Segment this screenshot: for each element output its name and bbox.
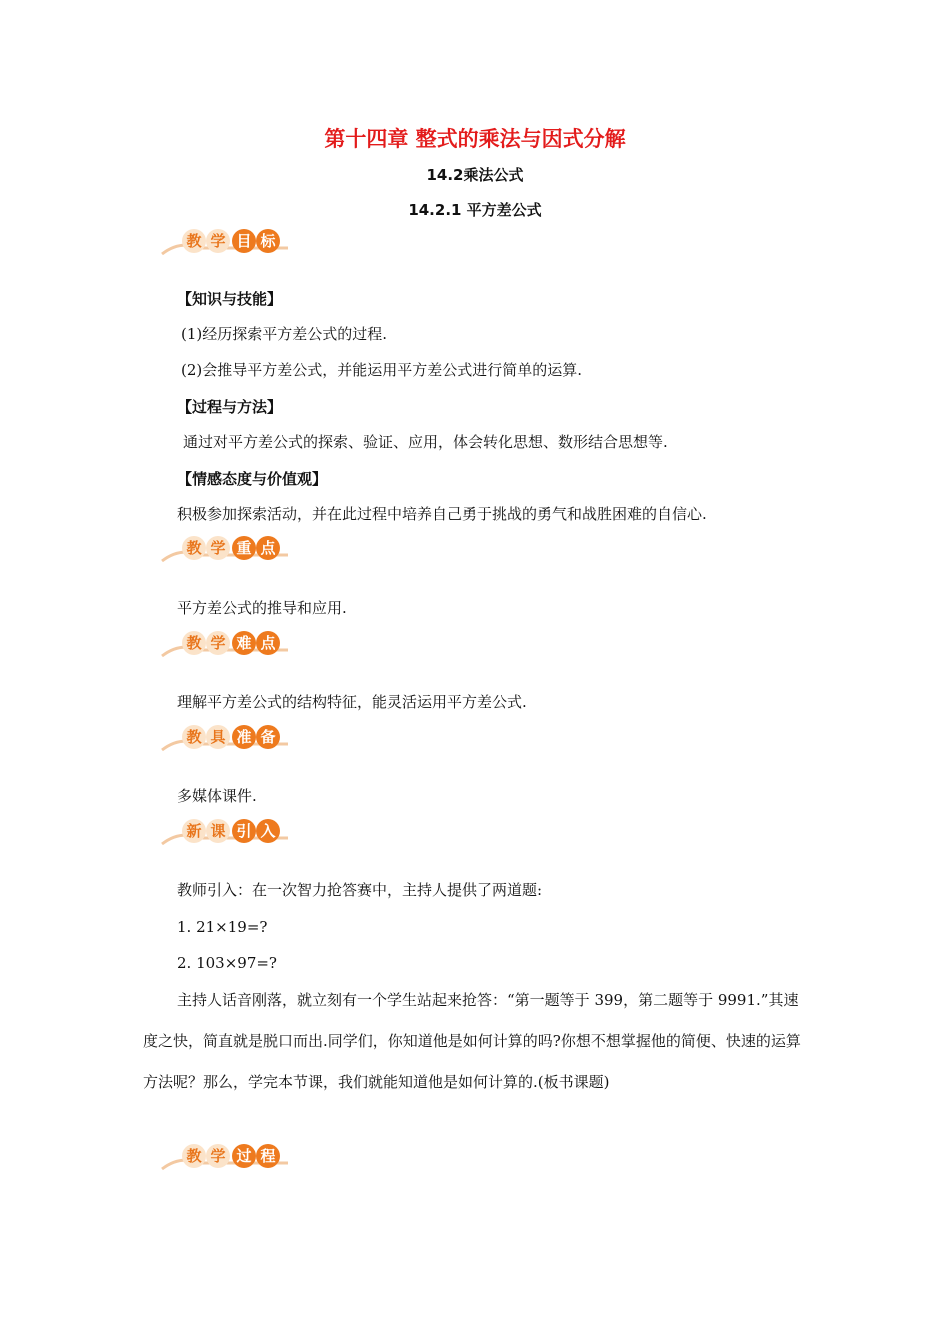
banner-char: 标 bbox=[256, 229, 280, 253]
banner-char: 程 bbox=[256, 1144, 280, 1168]
banner-char: 过 bbox=[232, 1144, 256, 1168]
section-title: 14.2乘法公式 bbox=[426, 166, 524, 184]
tools-text: 多媒体课件. bbox=[177, 787, 257, 805]
banner-char: 教 bbox=[182, 725, 206, 749]
banner-char: 教 bbox=[182, 229, 206, 253]
knowledge-heading: 【知识与技能】 bbox=[177, 290, 283, 308]
banner-char: 准 bbox=[232, 725, 256, 749]
banner-char: 教 bbox=[182, 631, 206, 655]
banner-char: 备 bbox=[256, 725, 280, 749]
attitude-text: 积极参加探索活动，并在此过程中培养自己勇于挑战的勇气和战胜困难的自信心. bbox=[177, 505, 707, 523]
banner-teaching-goals bbox=[160, 226, 290, 258]
key-points-text: 平方差公式的推导和应用. bbox=[177, 599, 347, 617]
process-heading: 【过程与方法】 bbox=[177, 398, 283, 416]
banner-char: 重 bbox=[232, 536, 256, 560]
attitude-heading: 【情感态度与价值观】 bbox=[177, 470, 328, 488]
banner-new-lesson-intro bbox=[160, 816, 290, 848]
intro-line: 教师引入：在一次智力抢答赛中，主持人提供了两道题: bbox=[177, 881, 543, 899]
banner-teaching-process bbox=[160, 1141, 290, 1173]
banner-char: 学 bbox=[206, 1144, 230, 1168]
banner-char: 新 bbox=[182, 819, 206, 843]
banner-char: 点 bbox=[256, 536, 280, 560]
banner-char: 入 bbox=[256, 819, 280, 843]
banner-char: 点 bbox=[256, 631, 280, 655]
banner-char: 教 bbox=[182, 1144, 206, 1168]
process-text: 通过对平方差公式的探索、验证、应用，体会转化思想、数形结合思想等. bbox=[183, 433, 668, 451]
intro-paragraph: 主持人话音刚落，就立刻有一个学生站起来抢答：“第一题等于 399，第二题等于 9991.”其速度之快，简直就是脱口而出.同学们，你知道他是如何计算的吗?你想不想掌握他的简便、快速的运算方法呢？那么，学完本节课，我们就能知道他是如何计算的.(板书课题) bbox=[143, 991, 801, 1091]
banner-char: 教 bbox=[182, 536, 206, 560]
banner-difficulties bbox=[160, 628, 290, 660]
intro-item-2: 2. 103×97=? bbox=[177, 954, 277, 972]
knowledge-item-2: (2)会推导平方差公式，并能运用平方差公式进行简单的运算. bbox=[181, 361, 583, 379]
banner-char: 学 bbox=[206, 229, 230, 253]
intro-item-1: 1. 21×19=? bbox=[177, 918, 268, 936]
banner-key-points bbox=[160, 533, 290, 565]
banner-char: 目 bbox=[232, 229, 256, 253]
subsection-title: 14.2.1 平方差公式 bbox=[408, 201, 542, 219]
banner-char: 课 bbox=[206, 819, 230, 843]
banner-char: 难 bbox=[232, 631, 256, 655]
banner-char: 学 bbox=[206, 536, 230, 560]
banner-char: 具 bbox=[206, 725, 230, 749]
difficulties-text: 理解平方差公式的结构特征，能灵活运用平方差公式. bbox=[177, 693, 527, 711]
knowledge-item-1: (1)经历探索平方差公式的过程. bbox=[181, 325, 388, 343]
banner-char: 学 bbox=[206, 631, 230, 655]
banner-char: 引 bbox=[232, 819, 256, 843]
chapter-title: 第十四章 整式的乘法与因式分解 bbox=[324, 127, 626, 151]
banner-teaching-tools bbox=[160, 722, 290, 754]
